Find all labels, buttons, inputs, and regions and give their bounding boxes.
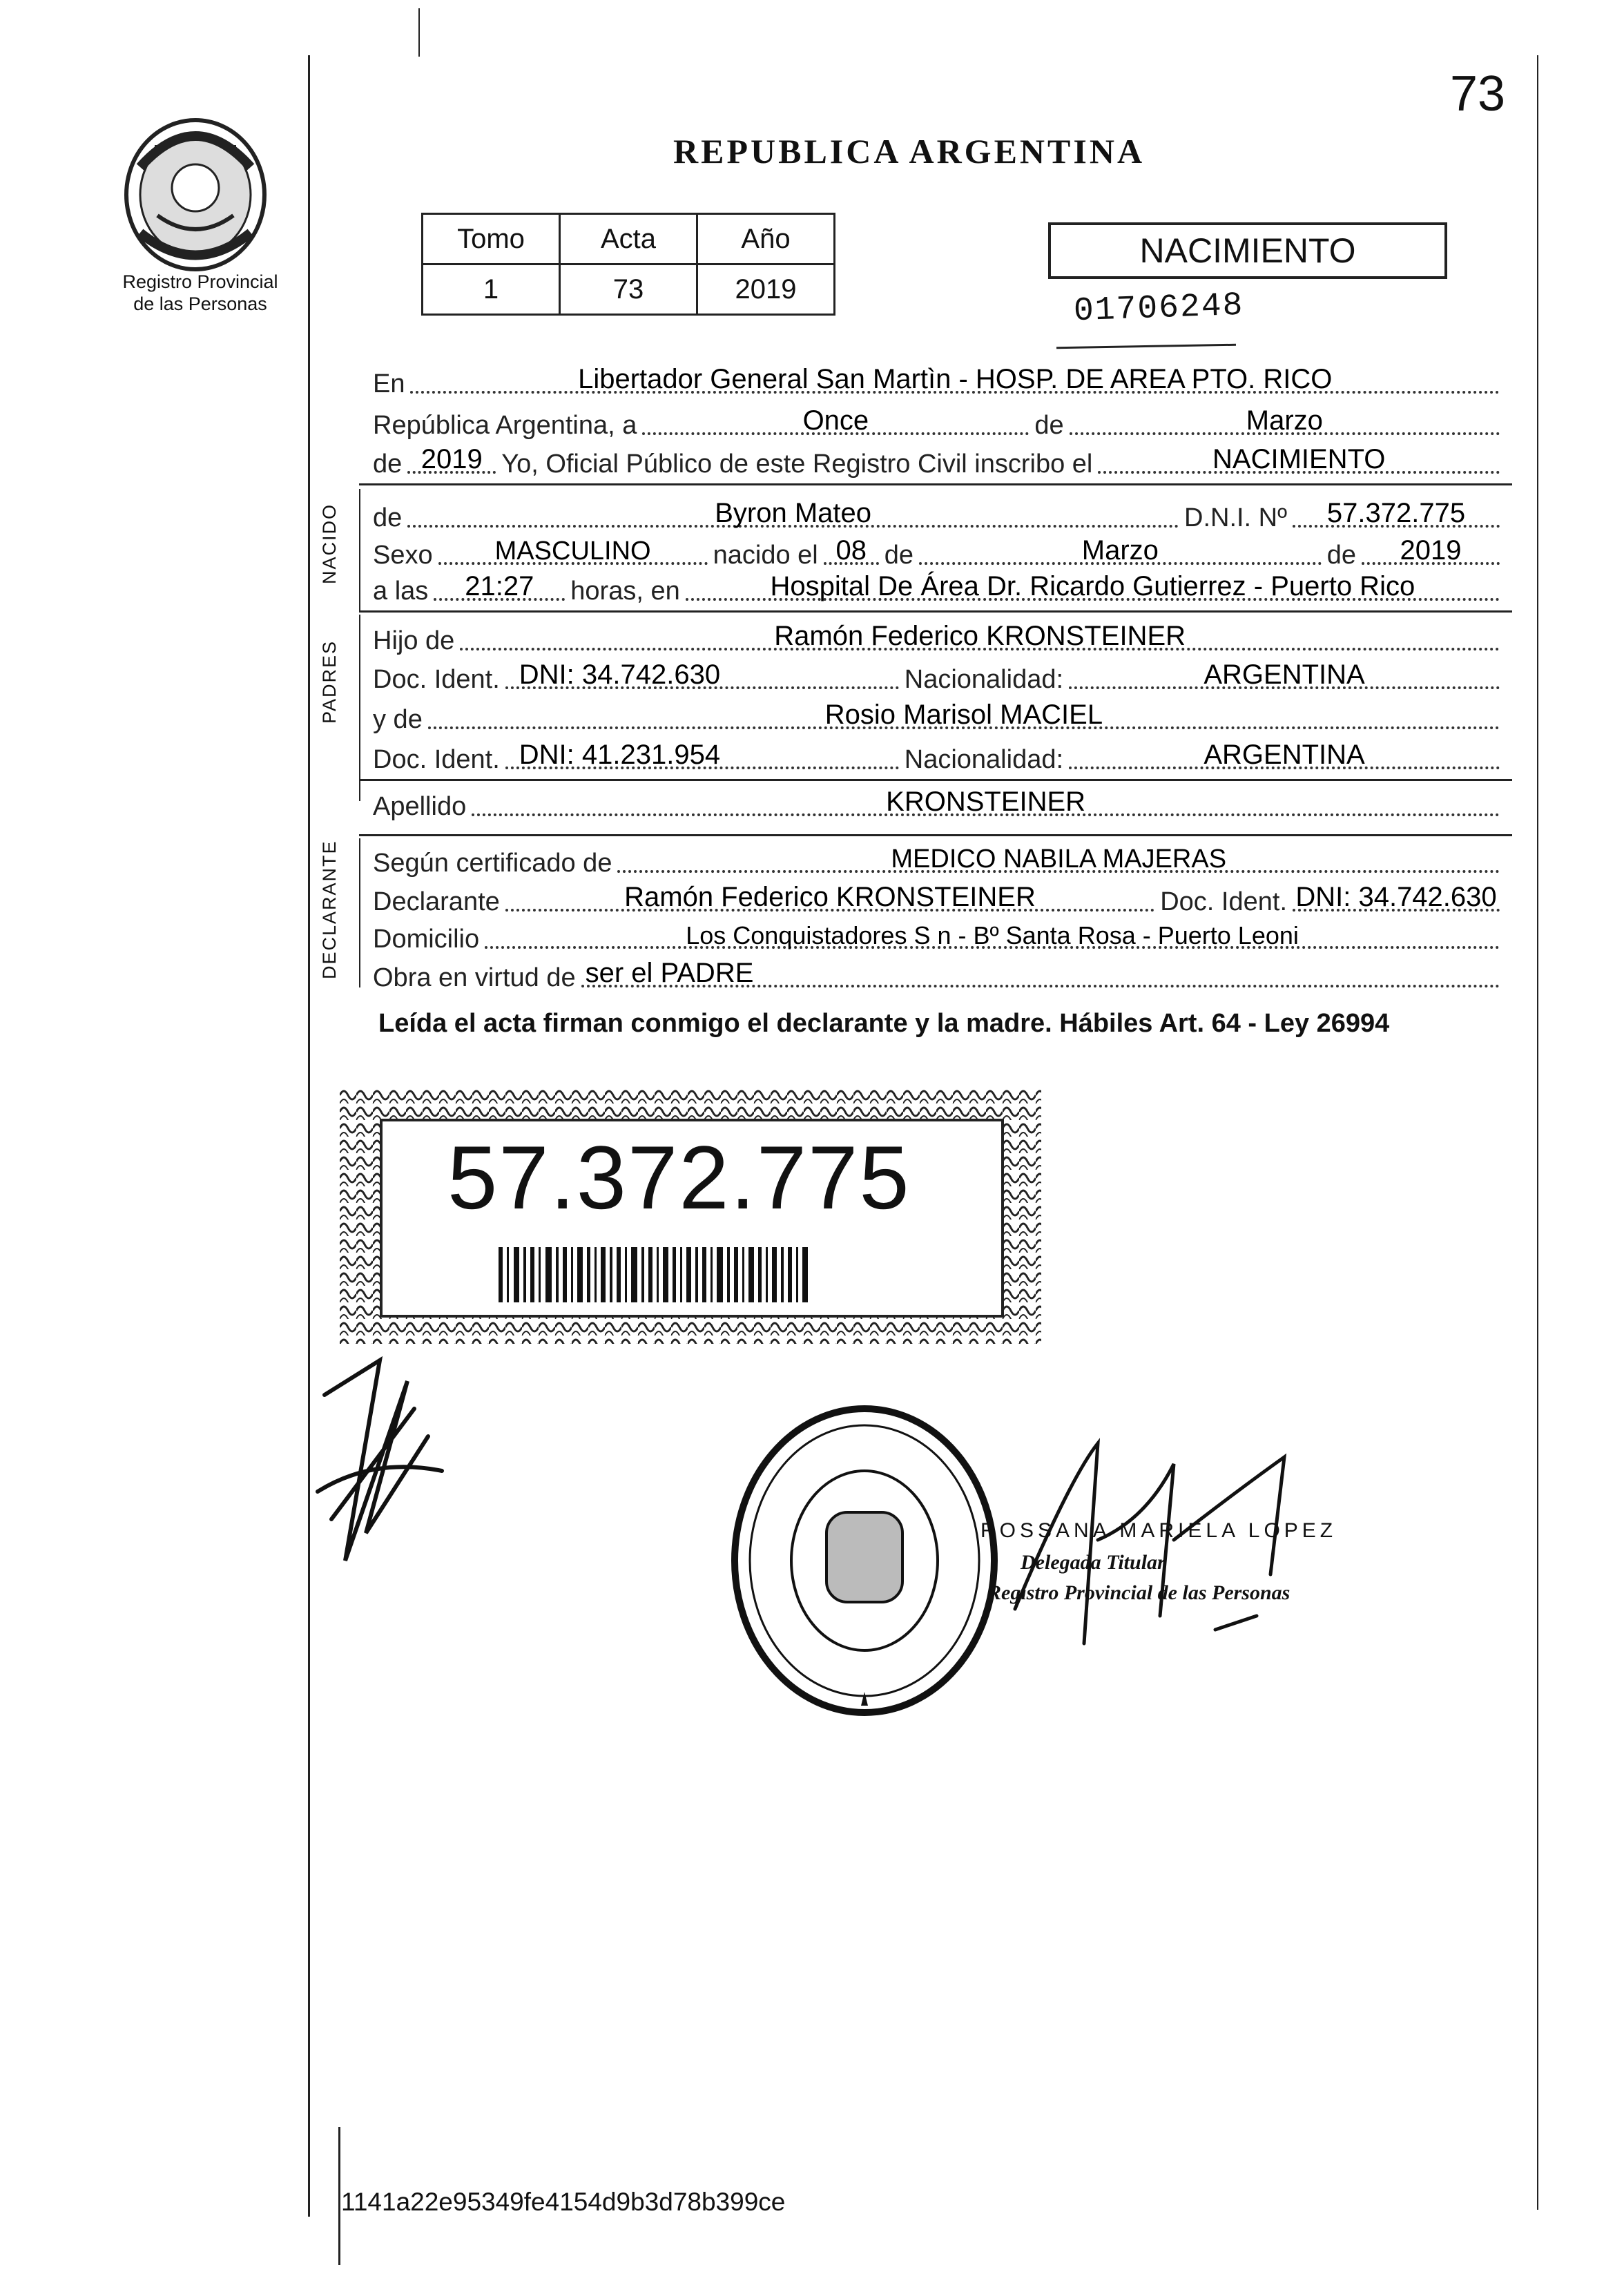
field-month [1070, 407, 1500, 435]
value-mother-nationality: ARGENTINA [1204, 740, 1365, 770]
value-declarant-doc: DNI: 34.742.630 [1295, 882, 1497, 912]
divider-intro [359, 483, 1512, 485]
signer-name: ROSSANA MARIELA LOPEZ [980, 1519, 1337, 1542]
closing-note: Leída el acta firman conmigo el declarante y la madre. Hábiles Art. 64 - Ley 26994 [378, 1009, 1390, 1038]
registry-header-row [423, 214, 835, 264]
label-dni: D.N.I. Nº [1184, 503, 1287, 532]
registry-header-tomo: Tomo [423, 214, 560, 264]
official-seal [726, 1402, 1003, 1719]
label-republica: República Argentina, a [373, 411, 637, 440]
row-obra [373, 954, 1505, 993]
row-place [373, 360, 1505, 399]
label-de-year: de [373, 450, 403, 479]
registry-table [421, 213, 835, 316]
field-dni [1293, 500, 1500, 528]
field-father-doc [505, 659, 899, 690]
row-apellido [373, 783, 1505, 822]
field-mother-doc [505, 742, 899, 769]
section-line-nacido [359, 489, 360, 612]
row-time-place [373, 568, 1505, 606]
label-statement: Yo, Oficial Público de este Registro Civil inscribo el [501, 450, 1093, 479]
value-name: Byron Mateo [715, 498, 872, 528]
field-name [407, 500, 1179, 528]
value-dni: 57.372.775 [1326, 498, 1466, 528]
value-apellido: KRONSTEINER [886, 787, 1086, 817]
row-father-doc [373, 656, 1505, 695]
field-year [407, 446, 496, 474]
signer-office: Registro Provincial de las Personas [987, 1581, 1290, 1604]
section-label-nacido: NACIDO [319, 503, 340, 584]
logo-caption-line1: Registro Provincial [122, 271, 278, 292]
row-date [373, 402, 1505, 441]
province-coat-of-arms-logo [116, 112, 275, 278]
label-address: Domicilio [373, 925, 480, 954]
document-hash: 1141a22e95349fe4154d9b3d78b399ce [341, 2188, 786, 2216]
value-certificate: MEDICO NABILA MAJERAS [891, 845, 1227, 874]
value-time: 21:27 [465, 571, 534, 601]
field-sexo [438, 537, 708, 565]
field-day [642, 407, 1029, 435]
label-certificate: Según certificado de [373, 849, 612, 878]
country-heading: REPUBLICA ARGENTINA [673, 132, 1146, 171]
label-birth-de2: de [1326, 541, 1356, 570]
label-en: En [373, 369, 405, 398]
field-mother-nationality [1069, 742, 1500, 769]
field-certificate [617, 845, 1500, 873]
label-y-de: y de [373, 705, 423, 734]
divider-nacido [359, 610, 1512, 613]
left-margin-line [308, 55, 310, 2217]
label-father-doc: Doc. Ident. [373, 665, 500, 694]
row-address [373, 916, 1505, 954]
value-father-doc: DNI: 34.742.630 [519, 659, 721, 690]
field-time [434, 573, 565, 601]
page-number: 73 [1450, 66, 1506, 122]
label-mother-doc: Doc. Ident. [373, 745, 500, 774]
value-obra: ser el PADRE [585, 958, 754, 988]
record-type-box: NACIMIENTO [1048, 222, 1447, 279]
label-time: a las [373, 577, 429, 606]
value-year: 2019 [420, 444, 483, 474]
field-birth-month [919, 537, 1322, 565]
value-address: Los Conquistadores S n - Bº Santa Rosa - Puerto Leoni [686, 921, 1299, 950]
value-mother: Rosio Marisol MACIEL [824, 700, 1103, 730]
registry-value-acta: 73 [560, 264, 697, 315]
value-birth-place: Hospital De Área Dr. Ricardo Gutierrez - Puerto Rico [770, 571, 1415, 601]
value-sexo: MASCULINO [494, 537, 651, 566]
field-mother [428, 702, 1500, 729]
serial-number: 01706248 [1073, 287, 1245, 331]
label-nacido-el: nacido el [713, 541, 818, 570]
field-father [460, 623, 1500, 650]
left-margin-line-inner [338, 2127, 340, 2265]
serial-underline [1056, 344, 1236, 349]
scan-mark-top [418, 8, 420, 57]
field-event [1098, 446, 1500, 474]
value-birth-year: 2019 [1400, 535, 1462, 566]
right-margin-line [1537, 55, 1538, 2210]
registry-header-ano: Año [697, 214, 835, 264]
label-father-nationality: Nacionalidad: [904, 665, 1064, 694]
label-apellido: Apellido [373, 792, 467, 821]
row-name [373, 494, 1505, 533]
field-birth-place [686, 573, 1500, 601]
official-signature [1008, 1436, 1312, 1657]
field-declarant-doc [1293, 884, 1500, 912]
value-declarant: Ramón Federico KRONSTEINER [624, 882, 1036, 912]
dni-sticker-number: 57.372.775 [447, 1127, 911, 1228]
row-declarant [373, 878, 1505, 917]
field-declarant [505, 884, 1154, 912]
label-de-month: de [1034, 411, 1064, 440]
label-horas: horas, en [570, 577, 680, 606]
value-father: Ramón Federico KRONSTEINER [774, 621, 1186, 651]
field-birth-day [824, 537, 879, 565]
label-mother-nationality: Nacionalidad: [904, 745, 1064, 774]
value-place: Libertador General San Martìn - HOSP. DE AREA PTO. RICO [578, 364, 1333, 394]
field-address [485, 921, 1500, 949]
label-obra: Obra en virtud de [373, 963, 576, 992]
label-declarant-doc: Doc. Ident. [1160, 887, 1287, 916]
value-event: NACIMIENTO [1212, 444, 1386, 474]
section-label-padres: PADRES [319, 639, 340, 724]
signer-role: Delegada Titular [1021, 1551, 1166, 1574]
section-label-declarante: DECLARANTE [319, 840, 340, 979]
label-hijo-de: Hijo de [373, 626, 455, 655]
row-mother-doc [373, 736, 1505, 775]
label-sexo: Sexo [373, 541, 433, 570]
value-birth-month: Marzo [1081, 535, 1159, 566]
declarant-signature [304, 1353, 456, 1581]
section-line-declarante [359, 838, 360, 987]
value-day: Once [802, 405, 869, 436]
value-mother-doc: DNI: 41.231.954 [519, 740, 721, 770]
label-de-name: de [373, 503, 403, 532]
field-birth-year [1362, 537, 1500, 565]
registry-header-acta: Acta [560, 214, 697, 264]
registry-value-tomo: 1 [423, 264, 560, 315]
row-father [373, 617, 1505, 656]
value-month: Marzo [1246, 405, 1323, 436]
section-line-padres [359, 615, 360, 801]
divider-apellido [359, 834, 1512, 836]
divider-padres [359, 779, 1512, 781]
registry-value-ano: 2019 [697, 264, 835, 315]
registry-value-row [423, 264, 835, 315]
value-father-nationality: ARGENTINA [1204, 659, 1365, 690]
label-birth-de: de [884, 541, 914, 570]
label-declarant: Declarante [373, 887, 500, 916]
field-obra [581, 960, 1500, 987]
field-father-nationality [1069, 659, 1500, 690]
row-statement [373, 441, 1505, 479]
logo-caption [83, 271, 318, 315]
value-birth-day: 08 [835, 535, 867, 566]
field-apellido [472, 789, 1500, 816]
field-place [410, 366, 1500, 394]
row-sex-birthdate [373, 532, 1505, 570]
logo-caption-line2: de las Personas [133, 293, 267, 314]
row-mother [373, 696, 1505, 735]
row-certificate [373, 840, 1505, 878]
